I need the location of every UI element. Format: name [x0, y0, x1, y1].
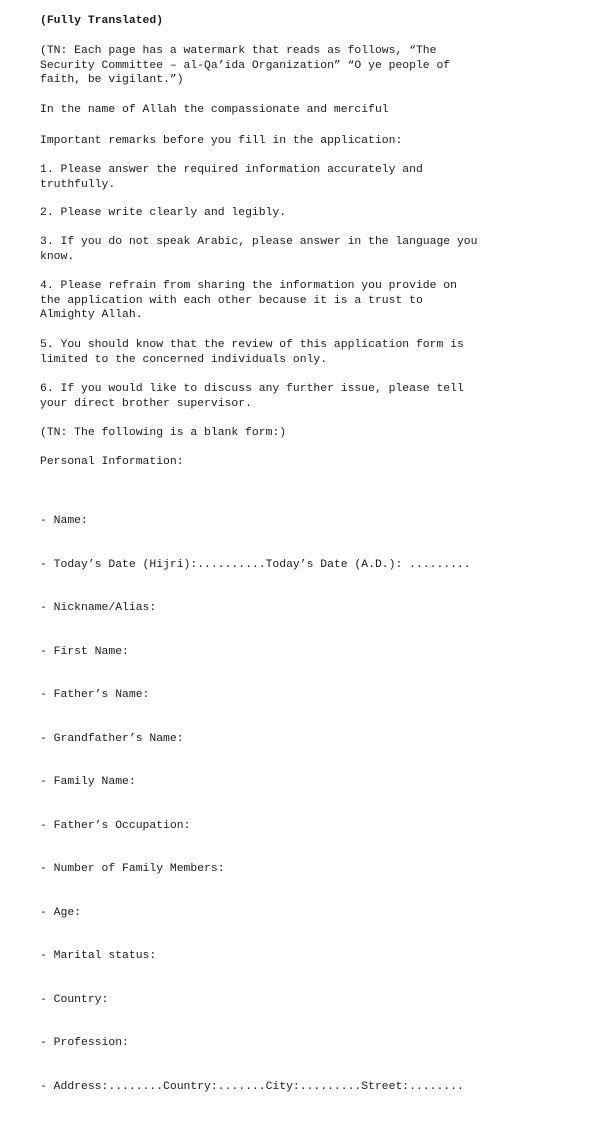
field-number-of-family-members: - Number of Family Members:	[40, 863, 225, 875]
field-grandfathers-name: - Grandfather’s Name:	[40, 732, 184, 745]
remark-2: 2. Please write clearly and legibly.	[40, 207, 287, 219]
field-fathers-occupation: - Father’s Occupation:	[40, 819, 191, 832]
remark-4: 4. Please refrain from sharing the information you provide on the application with each other because it is a trust to Almighty Allah.	[40, 280, 457, 321]
remark-5: 5. You should know that the review of this application form is limited to the concerned individuals only.	[40, 339, 464, 366]
remark-3: 3. If you do not speak Arabic, please answer in the language you know.	[40, 236, 478, 263]
translator-note-watermark: (TN: Each page has a watermark that reads as follows, “The Security Committee – al-Qa’ida Organization” “O ye people of faith, be vigilant.”)	[40, 45, 451, 86]
remarks-heading: Important remarks before you fill in the application:	[40, 135, 403, 147]
field-fathers-name: - Father’s Name:	[40, 689, 150, 701]
document-title: (Fully Translated)	[40, 15, 164, 27]
translator-note-blank-form: (TN: The following is a blank form:)	[40, 427, 287, 439]
field-name: - Name:	[40, 515, 88, 527]
field-address: - Address:........Country:.......City:.........Street:........	[40, 1080, 464, 1093]
invocation-text: In the name of Allah the compassionate and merciful	[40, 104, 389, 116]
field-nickname-alias: - Nickname/Alias:	[40, 602, 157, 614]
field-marital-status: - Marital status:	[40, 950, 157, 962]
field-todays-date: - Today’s Date (Hijri):..........Today’s Date (A.D.): .........	[40, 558, 471, 571]
personal-information-fields	[40, 485, 580, 1123]
field-family-name: - Family Name:	[40, 776, 136, 788]
field-age: - Age:	[40, 906, 82, 919]
field-country: - Country:	[40, 993, 109, 1006]
remark-1: 1. Please answer the required information accurately and truthfully.	[40, 164, 423, 191]
personal-information-heading: Personal Information:	[40, 456, 184, 468]
remark-6: 6. If you would like to discuss any further issue, please tell your direct brother supervisor.	[40, 383, 464, 410]
field-profession: - Profession:	[40, 1037, 129, 1049]
field-first-name: - First Name:	[40, 645, 129, 658]
